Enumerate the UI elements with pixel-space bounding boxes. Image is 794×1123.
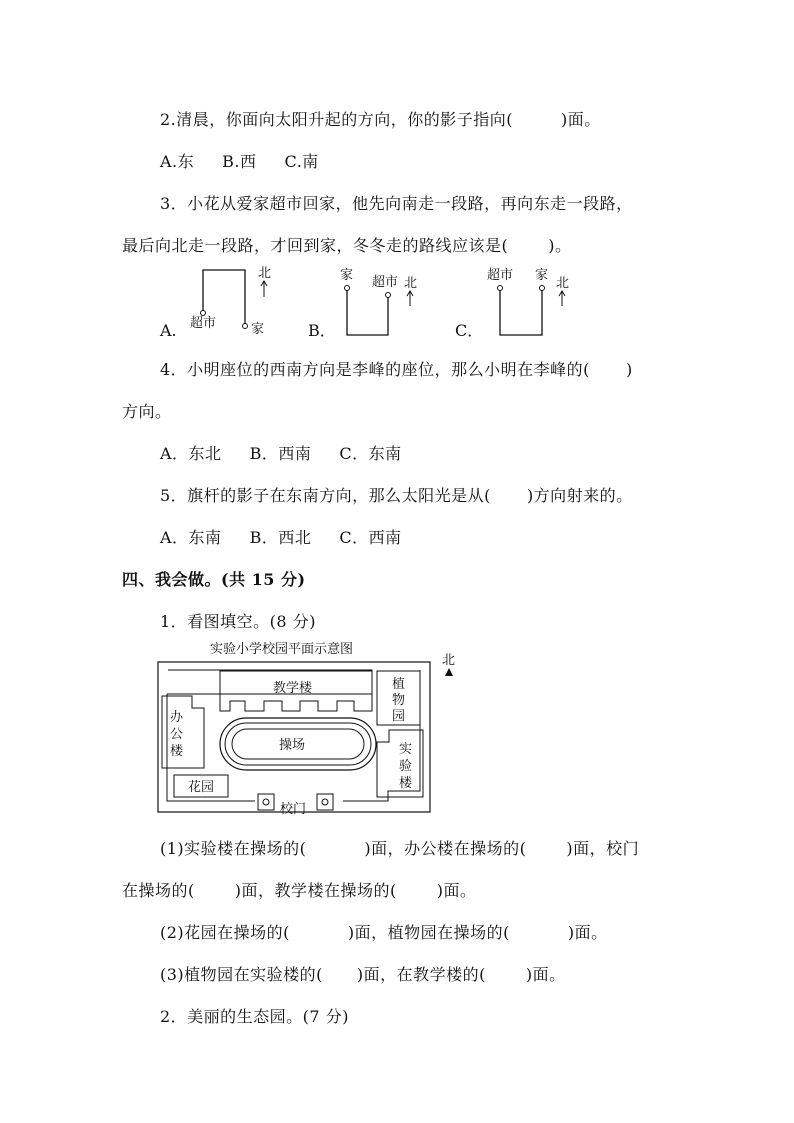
gate-post-right-icon [317,794,333,810]
s4q1-sub3: (3)植物园在实验楼的( )面，在教学楼的( )面。 [160,965,566,984]
s4q1-sub1-line2: 在操场的( )面，教学楼在操场的( )面。 [122,881,477,900]
office-building-label-1: 办 [170,710,184,725]
route-c-home-label: 家 [535,268,549,283]
route-b-supermarket-label: 超市 [372,275,399,290]
option-b[interactable]: B．西北 [249,528,312,547]
q3-stem-line1: 3．小花从爱家超市回家，他先向南走一段路，再向东走一段路， [160,194,633,213]
route-b [347,290,388,335]
route-c-supermarket-dot [498,286,503,291]
route-b-north-label: 北 [404,276,418,291]
route-c-north-label: 北 [556,276,570,291]
campus-map [155,638,465,820]
q2-options [160,149,347,172]
option-c[interactable]: C．东南 [339,444,402,463]
office-building-label-3: 楼 [170,744,184,759]
lab-building-label-3: 楼 [399,776,413,791]
route-a-home-label: 家 [251,322,265,337]
north-arrow-icon [407,291,413,306]
north-arrow-icon [559,291,565,306]
s4q1-sub2: (2)花园在操场的( )面，植物园在操场的( )面。 [160,923,608,942]
plant-garden-label-2: 物 [392,693,406,708]
playground-label: 操场 [279,738,306,753]
route-a-start-dot [201,311,206,316]
option-a-label: A. [160,321,177,340]
route-c-home-dot [540,286,545,291]
q5-stem: 5．旗杆的影子在东南方向，那么太阳光是从( )方向射来的。 [160,486,633,505]
option-a[interactable]: A．东南 [160,528,222,547]
option-b[interactable]: B．西南 [249,444,312,463]
lab-building-label-1: 实 [399,742,413,757]
office-building-label-2: 公 [170,727,184,742]
s4q2-title: 2．美丽的生态园。(7 分) [160,1007,349,1026]
north-arrow-icon [445,668,453,676]
route-b-home-label: 家 [340,268,354,283]
q5-options [160,525,430,548]
route-c-supermarket-label: 超市 [487,268,514,283]
route-a-north-label: 北 [258,266,272,281]
q4-options [160,441,430,464]
option-b[interactable]: B.西 [222,152,257,171]
route-b-supermarket-dot [386,293,391,298]
route-b-home-dot [345,286,350,291]
lab-building-label-2: 验 [399,759,413,774]
s4q1-title: 1．看图填空。(8 分) [160,612,316,631]
flower-garden-label: 花园 [188,780,215,795]
option-c[interactable]: C.南 [284,152,319,171]
option-c[interactable]: C．西南 [339,528,402,547]
q3-route-options [150,260,590,342]
option-c-label: C． [455,321,484,340]
north-arrow-icon [261,281,267,297]
q4-stem-line2: 方向。 [122,402,172,421]
q2-stem: 2.清晨，你面向太阳升起的方向，你的影子指向( )面。 [160,110,601,129]
route-a-supermarket-label: 超市 [190,316,217,331]
teaching-building-label: 教学楼 [273,681,313,696]
campus-road [167,670,372,694]
north-label: 北 [442,653,456,668]
option-a[interactable]: A．东北 [160,444,222,463]
s4q1-sub1: (1)实验楼在操场的( )面，办公楼在操场的( )面，校门 [160,839,640,858]
school-gate-label: 校门 [280,802,307,817]
plant-garden-label-1: 植 [392,677,406,692]
route-c [500,290,542,335]
route-a-end-dot [243,324,248,329]
option-a[interactable]: A.东 [160,152,195,171]
q4-stem: 4．小明座位的西南方向是李峰的座位，那么小明在李峰的( ) [160,360,633,379]
map-title: 实验小学校园平面示意图 [210,642,354,657]
plant-garden-label-3: 园 [392,709,406,724]
section-title: 四、我会做。(共 15 分) [122,570,306,589]
gate-post-left-icon [258,794,274,810]
q3-stem-line2: 最后向北走一段路，才回到家，冬冬走的路线应该是( )。 [122,236,572,255]
option-b-label: B． [308,321,336,340]
